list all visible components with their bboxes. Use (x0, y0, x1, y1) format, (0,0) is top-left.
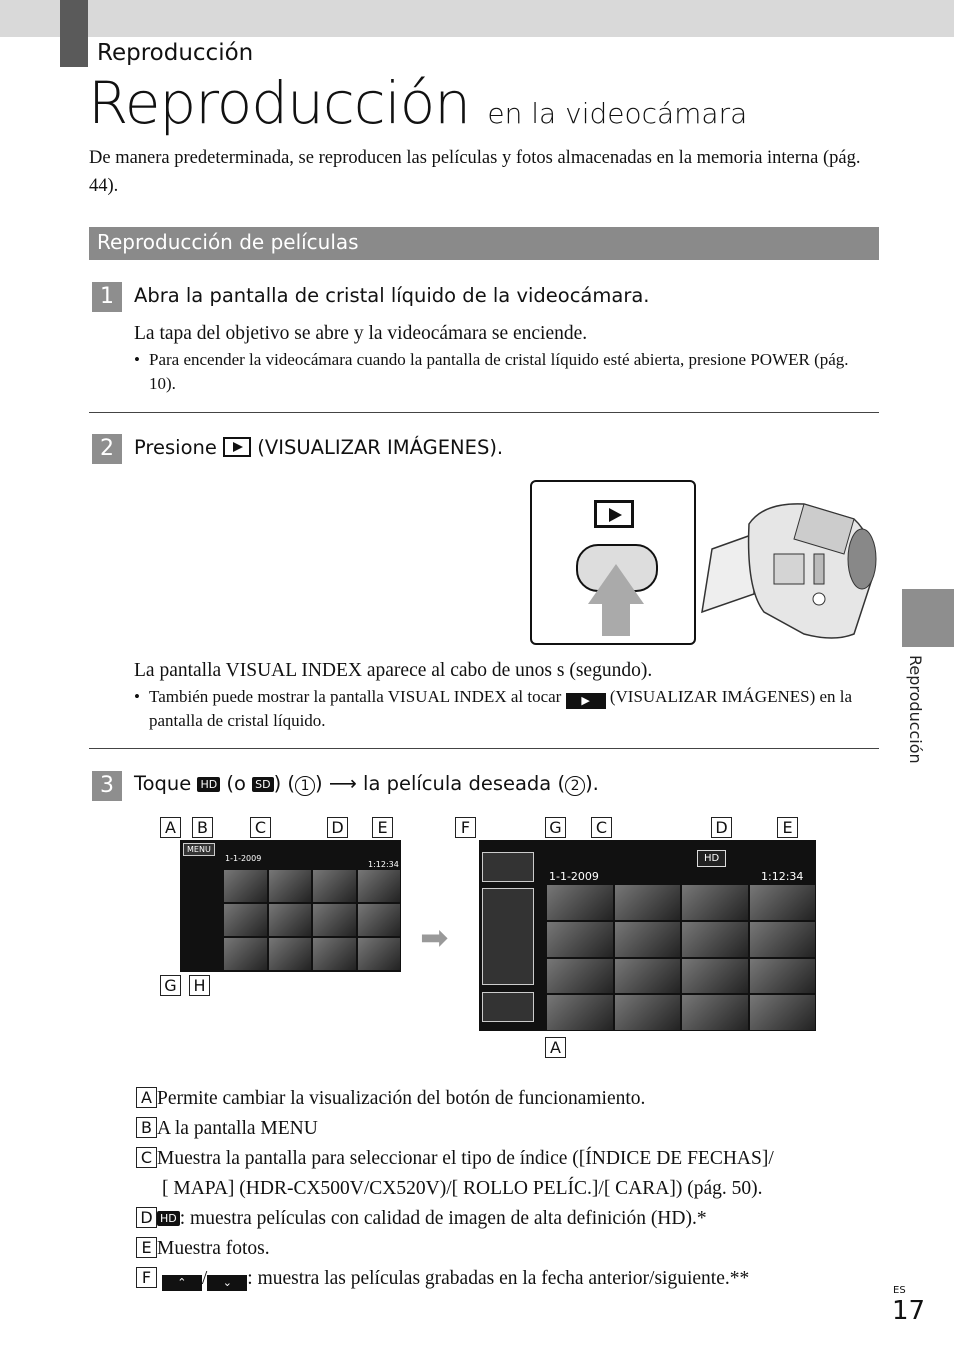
step-1-bullet: • Para encender la videocámara cuando la pantalla de cristal líquido esté abierta, presione POWER (pág. 10). (134, 350, 849, 393)
circle-2-icon: 2 (565, 776, 585, 796)
thumbnail-grid (547, 885, 815, 1030)
double-chevron-up-icon: ⌃ (162, 1275, 202, 1291)
step-1-title: Abra la pantalla de cristal líquido de la videocámara. (134, 284, 650, 307)
callout-c: C (591, 817, 612, 838)
page-lang: ES (893, 1285, 906, 1296)
page-title (88, 69, 748, 137)
callout-g: G (545, 817, 566, 838)
legend-row: F ⌃ / ⌄ : muestra las películas grabadas en la fecha anterior/siguiente.** (136, 1264, 896, 1294)
step-2-body: La pantalla VISUAL INDEX aparece al cabo de unos s (segundo). (134, 660, 653, 681)
page-number: 17 (892, 1296, 926, 1326)
intro-text: De manera predeterminada, se reproducen las películas y fotos almacenadas en la memoria interna (pág. 44). (89, 148, 861, 196)
scroll-control[interactable] (482, 888, 534, 985)
callout-c: C (250, 817, 271, 838)
callout-e: E (777, 817, 798, 838)
callout-d: D (711, 817, 732, 838)
title-main: Reproducción (88, 69, 470, 137)
visual-index-screen-large (479, 840, 816, 1031)
callout-g: G (160, 975, 181, 996)
step-1-body: La tapa del objetivo se abre y la videocámara se enciende. (134, 323, 588, 344)
time-readout: 1:12:34 (761, 870, 804, 883)
callout-e: E (372, 817, 393, 838)
legend-row: C Muestra la pantalla para seleccionar el tipo de índice ([ÍNDICE DE FECHAS]/ (136, 1144, 896, 1174)
double-chevron-down-icon: ⌄ (207, 1275, 247, 1291)
section-bar-label: Reproducción de películas (97, 230, 359, 254)
menu-button[interactable]: MENU (183, 843, 215, 856)
date-readout: 1-1-2009 (549, 870, 599, 883)
step-2-title: Presione (VISUALIZAR IMÁGENES). (134, 436, 504, 459)
hd-button[interactable]: HD (697, 850, 726, 867)
thumbnail-grid (224, 870, 400, 970)
section-bar (89, 227, 879, 260)
play-icon (594, 500, 634, 528)
arrow-up-icon (588, 564, 644, 604)
visual-index-screen-small (180, 840, 401, 972)
step-3-number: 3 (92, 771, 122, 801)
hd-icon: HD (197, 777, 220, 792)
play-button-illustration (530, 480, 696, 645)
legend (136, 1084, 896, 1294)
hd-icon: HD (157, 1211, 180, 1226)
step-1-number: 1 (92, 282, 122, 312)
callout-b: B (192, 817, 213, 838)
title-sub: en la videocámara (487, 97, 748, 130)
step-2-bullet: • También puede mostrar la pantalla VISUAL INDEX al tocar ▶ (VISUALIZAR IMÁGENES) en la pantalla de cristal líquido. (134, 687, 853, 730)
time-readout: 1:12:34 (368, 860, 399, 869)
section-label: Reproducción (97, 40, 254, 66)
legend-row-continuation: [ MAPA] (HDR-CX500V/CX520V)/[ ROLLO PELÍC.]/[ CARA]) (pág. 50). (162, 1178, 763, 1199)
date-readout: 1-1-2009 (225, 854, 262, 863)
arrow-right-icon: ➡ (420, 918, 449, 958)
legend-row: A Permite cambiar la visualización del botón de funcionamiento. (136, 1084, 896, 1114)
step-2-number: 2 (92, 434, 122, 464)
divider (89, 748, 879, 749)
callout-a: A (545, 1037, 566, 1058)
arrow-right-icon: ⟶ (328, 772, 357, 795)
prev-date-button[interactable] (482, 852, 534, 882)
play-icon (223, 437, 251, 457)
step-3-title: Toque HD (o SD ) ( 1 ) ⟶ la película deseada ( 2 ). (134, 772, 599, 795)
header-block (60, 0, 88, 67)
legend-row: D HD : muestra películas con calidad de imagen de alta definición (HD).* (136, 1204, 896, 1234)
circle-1-icon: 1 (295, 776, 315, 796)
next-date-button[interactable] (482, 992, 534, 1022)
camcorder-illustration (694, 494, 884, 644)
callout-h: H (189, 975, 210, 996)
header-bar (0, 0, 954, 37)
callout-a: A (160, 817, 181, 838)
callout-f: F (455, 817, 476, 838)
divider (89, 412, 879, 413)
sd-icon: SD (252, 777, 273, 792)
side-tab-label: Reproducción (906, 655, 925, 764)
callout-d: D (327, 817, 348, 838)
legend-row: B A la pantalla MENU (136, 1114, 896, 1144)
play-icon: ▶ (566, 693, 606, 709)
side-tab (902, 589, 954, 647)
legend-row: E Muestra fotos. (136, 1234, 896, 1264)
